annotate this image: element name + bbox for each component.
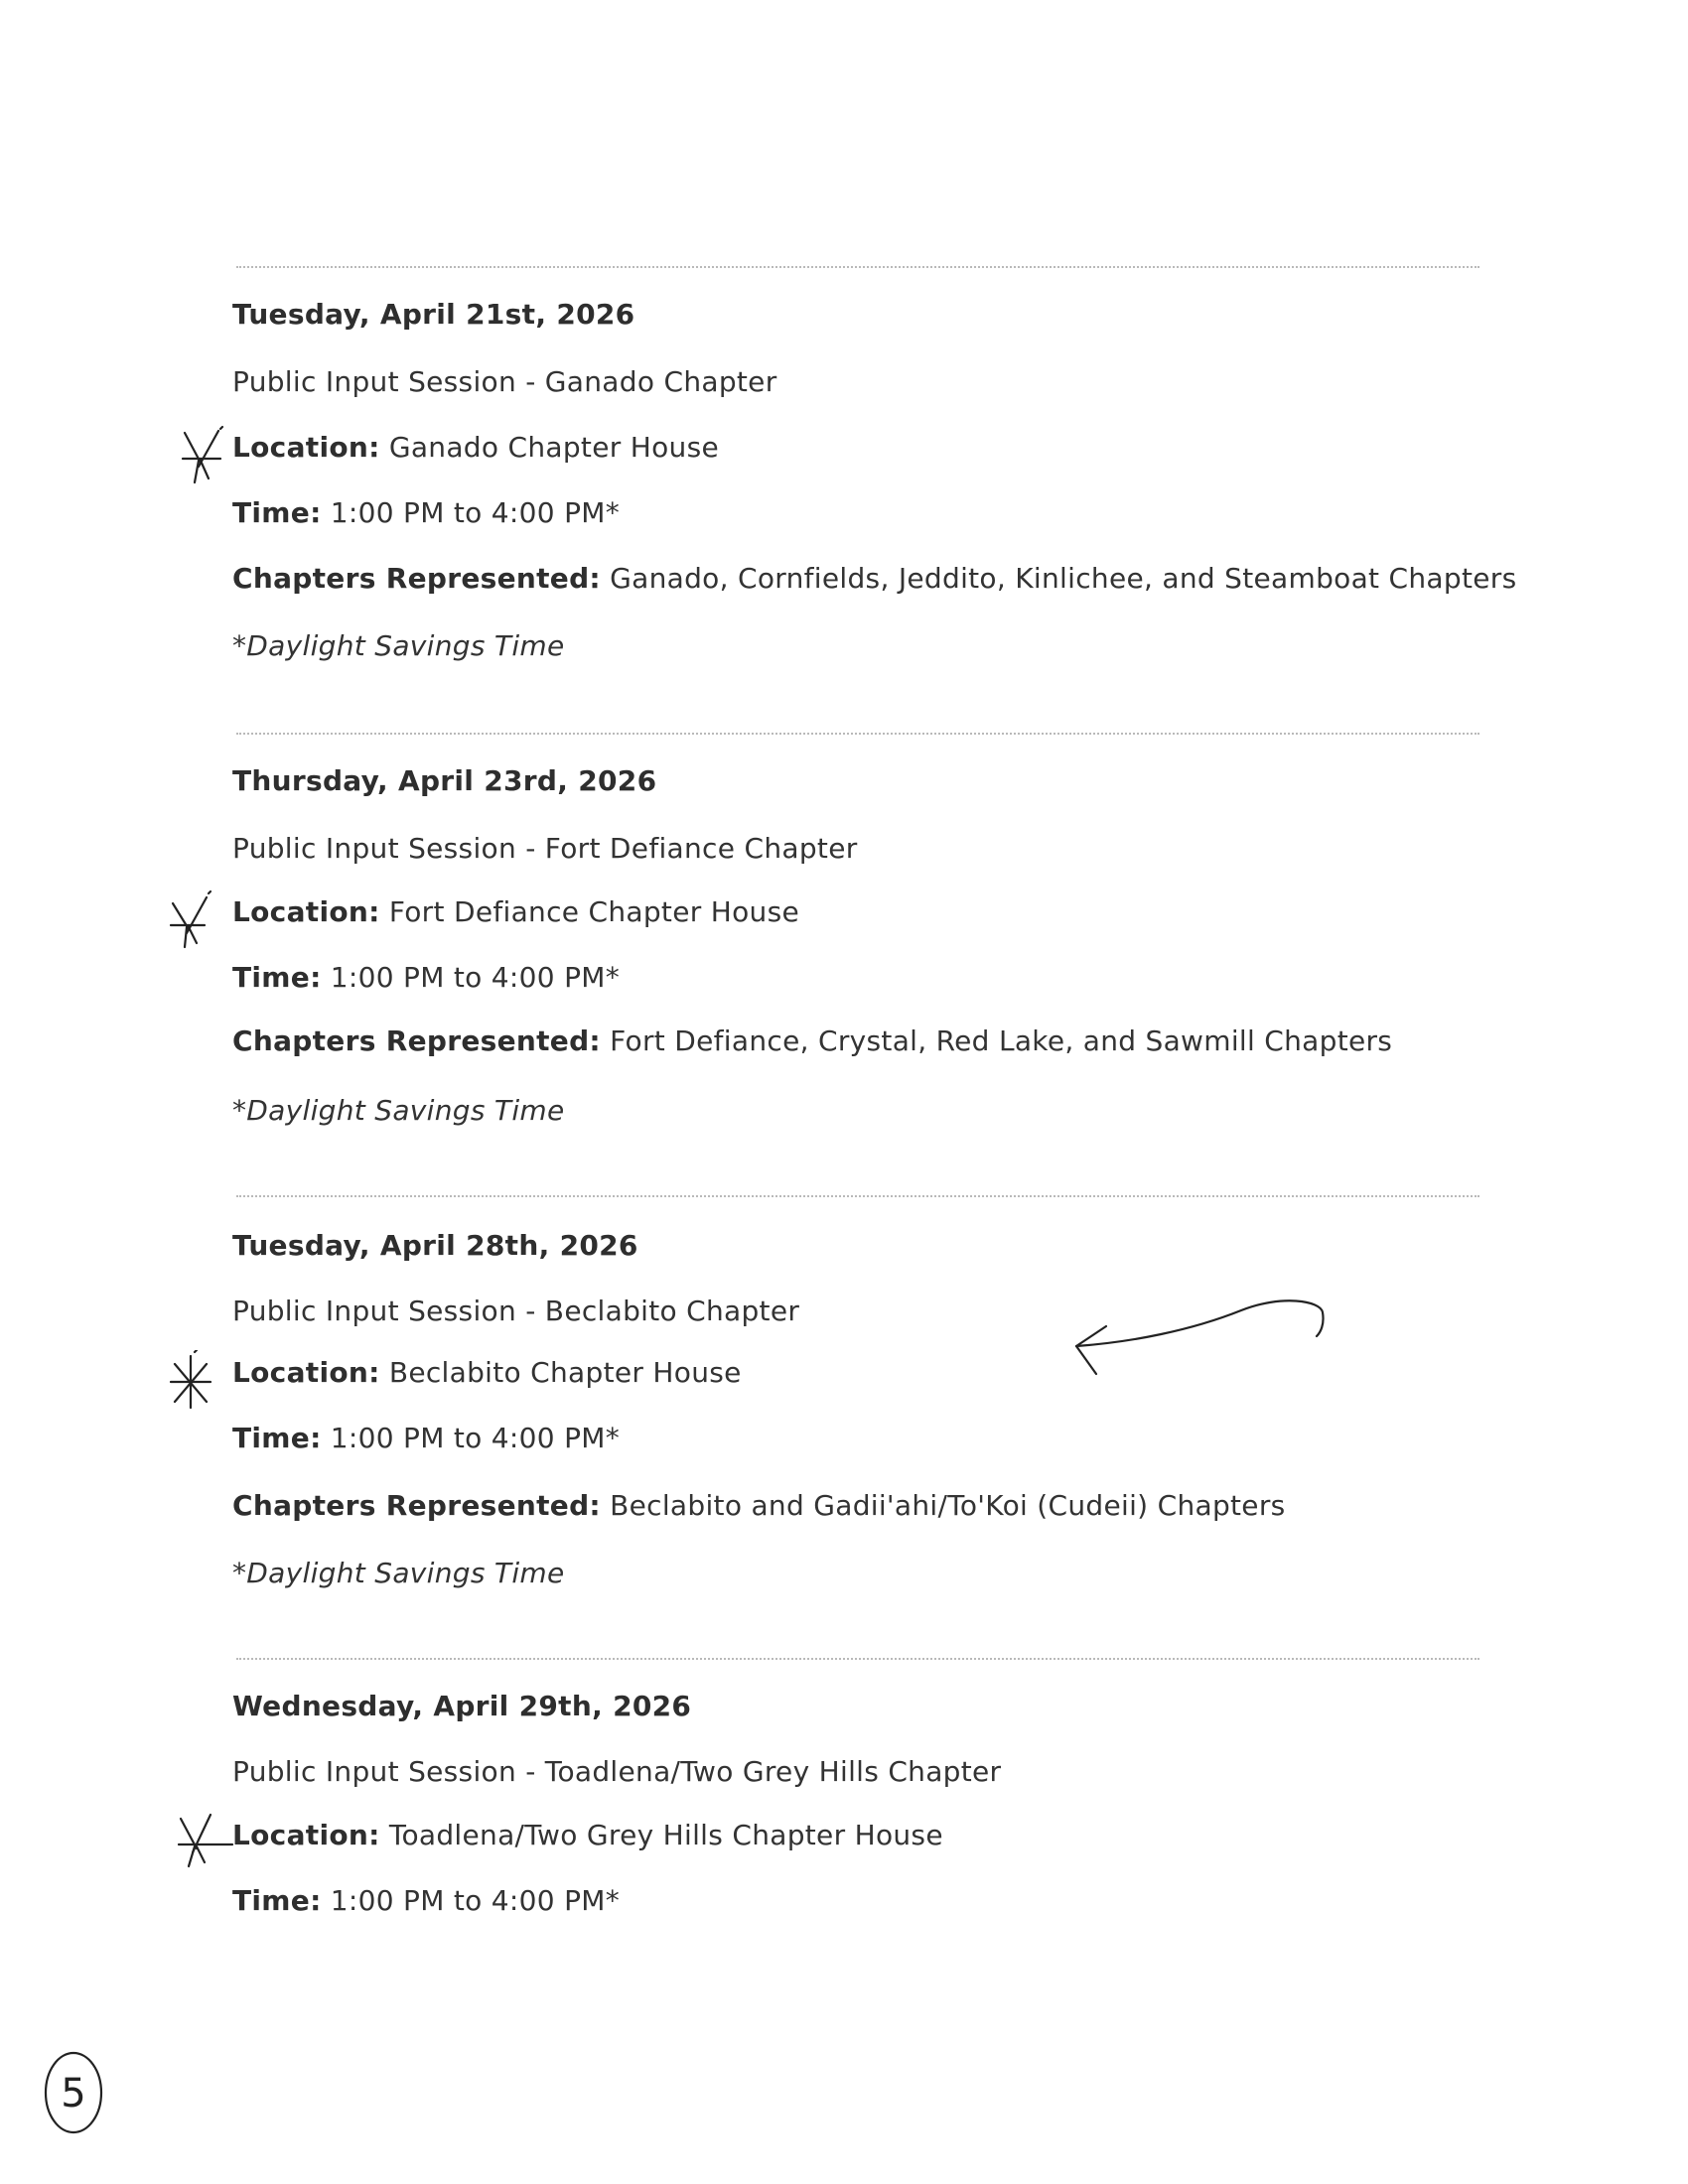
handwritten-asterisk-icon [167, 889, 214, 951]
event-location [232, 431, 719, 465]
event-title: Public Input Session - Beclabito Chapter [232, 1295, 800, 1327]
page-number-text: 5 [61, 2071, 86, 2116]
location-label: Location: [232, 1819, 380, 1851]
event-title: Public Input Session - Fort Defiance Chapter [232, 832, 858, 865]
time-label: Time: [232, 1422, 322, 1454]
event-date: Tuesday, April 21st, 2026 [232, 298, 635, 331]
handwritten-asterisk-icon [165, 1350, 216, 1414]
event-time [232, 961, 620, 995]
chapters-label: Chapters Represented: [232, 562, 601, 595]
handwritten-arrow-icon [1072, 1291, 1331, 1390]
handwritten-asterisk-icon [179, 425, 226, 486]
event-note: *Daylight Savings Time [232, 629, 565, 662]
chapters-value: Beclabito and Gadii'ahi/To'Koi (Cudeii) Chapters [610, 1489, 1286, 1522]
location-label: Location: [232, 895, 380, 928]
chapters-label: Chapters Represented: [232, 1489, 601, 1522]
event-location [232, 1356, 742, 1390]
location-label: Location: [232, 431, 380, 464]
event-note: *Daylight Savings Time [232, 1557, 565, 1589]
time-label: Time: [232, 496, 322, 529]
event-date: Tuesday, April 28th, 2026 [232, 1229, 638, 1262]
event-time [232, 496, 620, 530]
section-divider [236, 266, 1479, 268]
time-label: Time: [232, 1884, 322, 1917]
handwritten-page-number [40, 2047, 111, 2138]
section-divider [236, 733, 1479, 735]
handwritten-asterisk-icon [175, 1809, 234, 1870]
event-location [232, 895, 799, 929]
chapters-label: Chapters Represented: [232, 1024, 601, 1057]
location-value: Beclabito Chapter House [388, 1356, 742, 1389]
section-divider [236, 1658, 1479, 1660]
event-title: Public Input Session - Ganado Chapter [232, 365, 777, 398]
location-label: Location: [232, 1356, 380, 1389]
chapters-value: Fort Defiance, Crystal, Red Lake, and Sawmill Chapters [610, 1024, 1393, 1057]
location-value: Ganado Chapter House [388, 431, 719, 464]
time-value: 1:00 PM to 4:00 PM* [330, 961, 621, 994]
location-value: Toadlena/Two Grey Hills Chapter House [388, 1819, 943, 1851]
event-time [232, 1422, 620, 1455]
event-date: Wednesday, April 29th, 2026 [232, 1690, 692, 1722]
time-value: 1:00 PM to 4:00 PM* [330, 1422, 621, 1454]
event-note: *Daylight Savings Time [232, 1094, 565, 1127]
event-time [232, 1884, 620, 1918]
event-location [232, 1819, 943, 1852]
time-value: 1:00 PM to 4:00 PM* [330, 496, 621, 529]
chapters-value: Ganado, Cornfields, Jeddito, Kinlichee, and Steamboat Chapters [610, 562, 1517, 595]
section-divider [236, 1195, 1479, 1197]
time-label: Time: [232, 961, 322, 994]
event-chapters [232, 1489, 1286, 1523]
event-chapters [232, 1024, 1392, 1058]
event-chapters [232, 562, 1516, 596]
time-value: 1:00 PM to 4:00 PM* [330, 1884, 621, 1917]
event-date: Thursday, April 23rd, 2026 [232, 764, 657, 797]
event-title: Public Input Session - Toadlena/Two Grey Hills Chapter [232, 1755, 1002, 1788]
location-value: Fort Defiance Chapter House [388, 895, 799, 928]
